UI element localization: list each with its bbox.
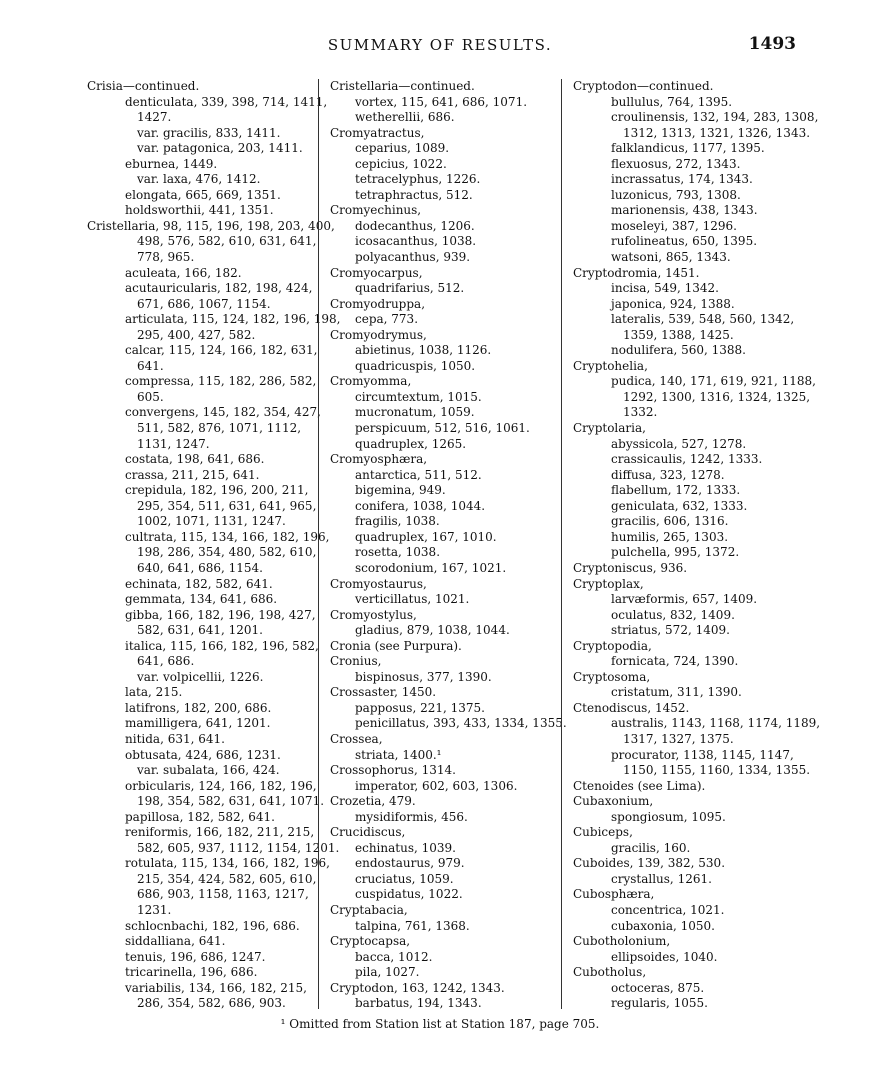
index-entry-species: denticulata, 339, 398, 714, 1411, xyxy=(125,94,328,109)
index-entry-genus: Cristellaria, 98, 115, 196, 198, 203, 400, xyxy=(87,218,335,233)
index-entry-species: striata, 1400.¹ xyxy=(355,747,442,762)
index-entry-species: 686, 903, 1158, 1163, 1217, xyxy=(137,887,309,902)
index-entry-species: humilis, 265, 1303. xyxy=(611,529,729,544)
index-entry-species: bacca, 1012. xyxy=(355,949,433,964)
index-entry-species: talpina, 761, 1368. xyxy=(355,918,470,933)
index-entry-species: 198, 286, 354, 480, 582, 610, xyxy=(137,545,317,560)
index-entry-species: cultrata, 115, 134, 166, 182, 196, xyxy=(125,529,330,544)
index-entry-species: rotulata, 115, 134, 166, 182, 196, xyxy=(125,856,330,871)
index-entry-species: bullulus, 764, 1395. xyxy=(611,94,733,109)
index-entry-genus: Ctenodiscus, 1452. xyxy=(573,700,690,715)
index-entry-species: acutauricularis, 182, 198, 424, xyxy=(125,281,313,296)
index-entry-species: 1359, 1388, 1425. xyxy=(623,327,734,342)
index-entry-species: quadruplex, 167, 1010. xyxy=(355,529,497,544)
index-entry-species: incisa, 549, 1342. xyxy=(611,281,719,296)
index-entry-species: gracilis, 606, 1316. xyxy=(611,514,729,529)
index-entry-species: 198, 354, 582, 631, 641, 1071. xyxy=(137,794,325,809)
column-divider xyxy=(561,79,562,1009)
index-entry-species: quadrifarius, 512. xyxy=(355,281,465,296)
index-entry-genus: Cubotholonium, xyxy=(573,934,671,949)
index-entry-genus: Cryptodon, 163, 1242, 1343. xyxy=(330,980,505,995)
index-entry-genus: Cryptoplax, xyxy=(573,576,644,591)
index-entry-genus: Cryptocapsa, xyxy=(330,934,411,949)
index-entry-species: mysidiformis, 456. xyxy=(355,809,468,824)
index-entry-species: echinatus, 1039. xyxy=(355,840,456,855)
index-entry-species: variabilis, 134, 166, 182, 215, xyxy=(125,980,307,995)
index-entry-species: reniformis, 166, 182, 211, 215, xyxy=(125,825,315,840)
index-entry-genus: Cronia (see Purpura). xyxy=(330,638,462,653)
index-entry-genus: Cryptosoma, xyxy=(573,669,651,684)
index-entry-species: spongiosum, 1095. xyxy=(611,809,726,824)
index-entry-species: tenuis, 196, 686, 1247. xyxy=(125,949,266,964)
index-entry-species: gemmata, 134, 641, 686. xyxy=(125,592,278,607)
index-entry-species: var. laxa, 476, 1412. xyxy=(137,172,261,187)
index-entry-species: geniculata, 632, 1333. xyxy=(611,498,748,513)
index-entry-species: crystallus, 1261. xyxy=(611,871,712,886)
index-entry-species: tetracelyphus, 1226. xyxy=(355,172,481,187)
index-entry-species: wetherellii, 686. xyxy=(355,110,455,125)
index-entry-species: 1002, 1071, 1131, 1247. xyxy=(137,514,286,529)
index-entry-species: cepa, 773. xyxy=(355,312,419,327)
index-entry-species: nodulifera, 560, 1388. xyxy=(611,343,746,358)
index-entry-species: croulinensis, 132, 194, 283, 1308, xyxy=(611,110,819,125)
index-entry-species: abyssicola, 527, 1278. xyxy=(611,436,747,451)
index-entry-species: perspicuum, 512, 516, 1061. xyxy=(355,421,530,436)
index-entry-species: australis, 1143, 1168, 1174, 1189, xyxy=(611,716,821,731)
index-entry-genus: Cuboides, 139, 382, 530. xyxy=(573,856,726,871)
page-title: SUMMARY OF RESULTS. xyxy=(327,36,553,54)
index-entry-species: 641. xyxy=(137,358,164,373)
index-entry-species: conifera, 1038, 1044. xyxy=(355,498,486,513)
index-entry-species: 498, 576, 582, 610, 631, 641, xyxy=(137,234,317,249)
index-entry-species: watsoni, 865, 1343. xyxy=(611,250,731,265)
index-entry-genus: Crossophorus, 1314. xyxy=(330,763,456,778)
index-entry-species: var. subalata, 166, 424. xyxy=(137,763,280,778)
index-entry-species: 1312, 1313, 1321, 1326, 1343. xyxy=(623,125,811,140)
index-entry-genus: Cristellaria—continued. xyxy=(330,79,475,93)
index-entry-species: compressa, 115, 182, 286, 582, xyxy=(125,374,317,389)
index-entry-species: rufolineatus, 650, 1395. xyxy=(611,234,758,249)
index-entry-species: striatus, 572, 1409. xyxy=(611,623,730,638)
index-entry-species: lata, 215. xyxy=(125,685,183,700)
index-entry-species: fragilis, 1038. xyxy=(355,514,440,529)
index-entry-genus: Cromyocarpus, xyxy=(330,265,423,280)
index-entry-species: 215, 354, 424, 582, 605, 610, xyxy=(137,871,317,886)
index-entry-species: incrassatus, 174, 1343. xyxy=(611,172,753,187)
index-entry-species: barbatus, 194, 1343. xyxy=(355,996,482,1011)
index-entry-species: pulchella, 995, 1372. xyxy=(611,545,740,560)
index-entry-genus: Cryptoniscus, 936. xyxy=(573,560,688,575)
index-entry-species: 1292, 1300, 1316, 1324, 1325, xyxy=(623,389,811,404)
index-entry-genus: Crisia—continued. xyxy=(87,79,200,93)
index-entry-species: luzonicus, 793, 1308. xyxy=(611,187,741,202)
index-entry-species: falklandicus, 1177, 1395. xyxy=(611,141,765,156)
index-entry-species: bigemina, 949. xyxy=(355,483,446,498)
index-entry-species: 1150, 1155, 1160, 1334, 1355. xyxy=(623,763,811,778)
index-entry-species: pudica, 140, 171, 619, 921, 1188, xyxy=(611,374,816,389)
index-entry-species: quadruplex, 1265. xyxy=(355,436,467,451)
index-entry-species: rosetta, 1038. xyxy=(355,545,441,560)
index-entry-species: procurator, 1138, 1145, 1147, xyxy=(611,747,794,762)
index-entry-genus: Crossea, xyxy=(330,731,383,746)
page-number: 1493 xyxy=(748,34,796,54)
footnote: ¹ Omitted from Station list at Station 187, page 705. xyxy=(280,1017,600,1031)
index-entry-species: var. volpicellii, 1226. xyxy=(137,669,264,684)
index-entry-species: orbicularis, 124, 166, 182, 196, xyxy=(125,778,317,793)
index-entry-species: 511, 582, 876, 1071, 1112, xyxy=(137,421,302,436)
index-entry-species: holdsworthii, 441, 1351. xyxy=(125,203,274,218)
index-entry-species: italica, 115, 166, 182, 196, 582, xyxy=(125,638,319,653)
index-entry-species: 641, 686. xyxy=(137,654,195,669)
index-entry-species: cepicius, 1022. xyxy=(355,156,447,171)
index-entry-species: echinata, 182, 582, 641. xyxy=(125,576,273,591)
index-entry-species: crassicaulis, 1242, 1333. xyxy=(611,452,763,467)
index-entry-species: 1427. xyxy=(137,110,172,125)
index-entry-species: calcar, 115, 124, 166, 182, 631, xyxy=(125,343,318,358)
index-entry-species: lateralis, 539, 548, 560, 1342, xyxy=(611,312,795,327)
index-entry-species: 582, 605, 937, 1112, 1154, 1201. xyxy=(137,840,340,855)
index-entry-genus: Cromyodrymus, xyxy=(330,327,427,342)
index-entry-genus: Cubaxonium, xyxy=(573,794,654,809)
index-entry-genus: Cryptohelia, xyxy=(573,358,648,373)
index-entry-species: 778, 965. xyxy=(137,250,195,265)
index-entry-species: 1231. xyxy=(137,902,172,917)
index-entry-genus: Cryptabacia, xyxy=(330,902,408,917)
index-entry-species: oculatus, 832, 1409. xyxy=(611,607,735,622)
index-entry-species: fornicata, 724, 1390. xyxy=(611,654,739,669)
index-entry-species: flexuosus, 272, 1343. xyxy=(611,156,741,171)
index-entry-species: tetraphractus, 512. xyxy=(355,187,473,202)
index-entry-species: vortex, 115, 641, 686, 1071. xyxy=(355,94,528,109)
index-entry-species: convergens, 145, 182, 354, 427, xyxy=(125,405,321,420)
index-entry-species: dodecanthus, 1206. xyxy=(355,218,475,233)
index-entry-species: mucronatum, 1059. xyxy=(355,405,475,420)
index-entry-species: cubaxonia, 1050. xyxy=(611,918,715,933)
index-entry-species: bispinosus, 377, 1390. xyxy=(355,669,492,684)
index-entry-genus: Cryptopodia, xyxy=(573,638,652,653)
index-entry-species: circumtextum, 1015. xyxy=(355,389,482,404)
index-entry-species: abietinus, 1038, 1126. xyxy=(355,343,492,358)
index-entry-species: concentrica, 1021. xyxy=(611,902,725,917)
index-entry-species: gibba, 166, 182, 196, 198, 427, xyxy=(125,607,316,622)
index-entry-species: verticillatus, 1021. xyxy=(355,592,470,607)
index-entry-species: cruciatus, 1059. xyxy=(355,871,454,886)
index-entry-species: eburnea, 1449. xyxy=(125,156,218,171)
index-entry-species: 1332. xyxy=(623,405,658,420)
index-entry-species: gladius, 879, 1038, 1044. xyxy=(355,623,510,638)
index-entry-species: papposus, 221, 1375. xyxy=(355,700,485,715)
index-entry-species: 295, 400, 427, 582. xyxy=(137,327,256,342)
index-entry-species: 671, 686, 1067, 1154. xyxy=(137,296,271,311)
index-entry-species: cuspidatus, 1022. xyxy=(355,887,463,902)
index-entry-species: latifrons, 182, 200, 686. xyxy=(125,700,272,715)
index-entry-genus: Cryptolaria, xyxy=(573,421,646,436)
index-entry-species: crassa, 211, 215, 641. xyxy=(125,467,260,482)
index-entry-species: endostaurus, 979. xyxy=(355,856,465,871)
index-entry-species: cristatum, 311, 1390. xyxy=(611,685,742,700)
index-entry-genus: Cromyodruppa, xyxy=(330,296,426,311)
index-entry-species: aculeata, 166, 182. xyxy=(125,265,242,280)
index-entry-species: articulata, 115, 124, 182, 196, 198, xyxy=(125,312,341,327)
index-entry-genus: Cryptodromia, 1451. xyxy=(573,265,700,280)
index-entry-species: schlocnbachi, 182, 196, 686. xyxy=(125,918,300,933)
index-entry-genus: Cromyostylus, xyxy=(330,607,417,622)
index-entry-species: 295, 354, 511, 631, 641, 965, xyxy=(137,498,317,513)
index-entry-species: scorodonium, 167, 1021. xyxy=(355,560,507,575)
index-entry-species: nitida, 631, 641. xyxy=(125,731,225,746)
index-entry-species: larvæformis, 657, 1409. xyxy=(611,592,758,607)
index-entry-species: papillosa, 182, 582, 641. xyxy=(125,809,275,824)
index-entry-species: costata, 198, 641, 686. xyxy=(125,452,265,467)
index-entry-genus: Cromyatractus, xyxy=(330,125,425,140)
index-column-3 xyxy=(573,79,821,1012)
index-entry-species: elongata, 665, 669, 1351. xyxy=(125,187,281,202)
index-entry-genus: Cromyomma, xyxy=(330,374,412,389)
index-entry-species: gracilis, 160. xyxy=(611,840,691,855)
index-entry-species: diffusa, 323, 1278. xyxy=(611,467,725,482)
index-entry-species: 582, 631, 641, 1201. xyxy=(137,623,263,638)
index-entry-genus: Ctenoides (see Lima). xyxy=(573,778,706,793)
index-entry-species: imperator, 602, 603, 1306. xyxy=(355,778,518,793)
index-entry-species: ellipsoides, 1040. xyxy=(611,949,718,964)
index-entry-species: penicillatus, 393, 433, 1334, 1355. xyxy=(355,716,567,731)
index-entry-species: var. gracilis, 833, 1411. xyxy=(137,125,281,140)
index-entry-species: pila, 1027. xyxy=(355,965,420,980)
index-entry-species: marionensis, 438, 1343. xyxy=(611,203,758,218)
column-divider xyxy=(318,79,319,1009)
index-entry-genus: Cryptodon—continued. xyxy=(573,79,714,93)
index-entry-genus: Cubotholus, xyxy=(573,965,647,980)
index-entry-genus: Cubosphæra, xyxy=(573,887,655,902)
index-entry-genus: Cromyosphæra, xyxy=(330,452,428,467)
index-entry-species: moseleyi, 387, 1296. xyxy=(611,218,737,233)
index-column-2 xyxy=(330,79,567,1012)
index-entry-species: siddalliana, 641. xyxy=(125,934,226,949)
index-entry-species: regularis, 1055. xyxy=(611,996,708,1011)
index-entry-species: polyacanthus, 939. xyxy=(355,250,471,265)
index-entry-species: mamilligera, 641, 1201. xyxy=(125,716,271,731)
index-entry-genus: Crozetia, 479. xyxy=(330,794,416,809)
index-entry-species: 286, 354, 582, 686, 903. xyxy=(137,996,286,1011)
index-entry-genus: Crossaster, 1450. xyxy=(330,685,437,700)
index-entry-species: crepidula, 182, 196, 200, 211, xyxy=(125,483,309,498)
index-entry-genus: Cubiceps, xyxy=(573,825,633,840)
index-column-1 xyxy=(87,79,341,1012)
index-entry-species: icosacanthus, 1038. xyxy=(355,234,477,249)
index-entry-species: 1131, 1247. xyxy=(137,436,210,451)
index-entry-species: antarctica, 511, 512. xyxy=(355,467,482,482)
index-entry-species: octoceras, 875. xyxy=(611,980,705,995)
index-entry-genus: Cromyostaurus, xyxy=(330,576,427,591)
index-entry-species: 1317, 1327, 1375. xyxy=(623,731,734,746)
index-entry-genus: Cronius, xyxy=(330,654,382,669)
index-entry-genus: Crucidiscus, xyxy=(330,825,406,840)
index-entry-species: flabellum, 172, 1333. xyxy=(611,483,741,498)
index-entry-species: japonica, 924, 1388. xyxy=(611,296,735,311)
index-entry-species: 605. xyxy=(137,389,164,404)
index-entry-species: obtusata, 424, 686, 1231. xyxy=(125,747,281,762)
index-entry-species: tricarinella, 196, 686. xyxy=(125,965,258,980)
index-entry-species: var. patagonica, 203, 1411. xyxy=(137,141,303,156)
index-entry-species: quadricuspis, 1050. xyxy=(355,358,476,373)
index-entry-species: 640, 641, 686, 1154. xyxy=(137,560,263,575)
index-entry-species: ceparius, 1089. xyxy=(355,141,450,156)
index-entry-genus: Cromyechinus, xyxy=(330,203,422,218)
